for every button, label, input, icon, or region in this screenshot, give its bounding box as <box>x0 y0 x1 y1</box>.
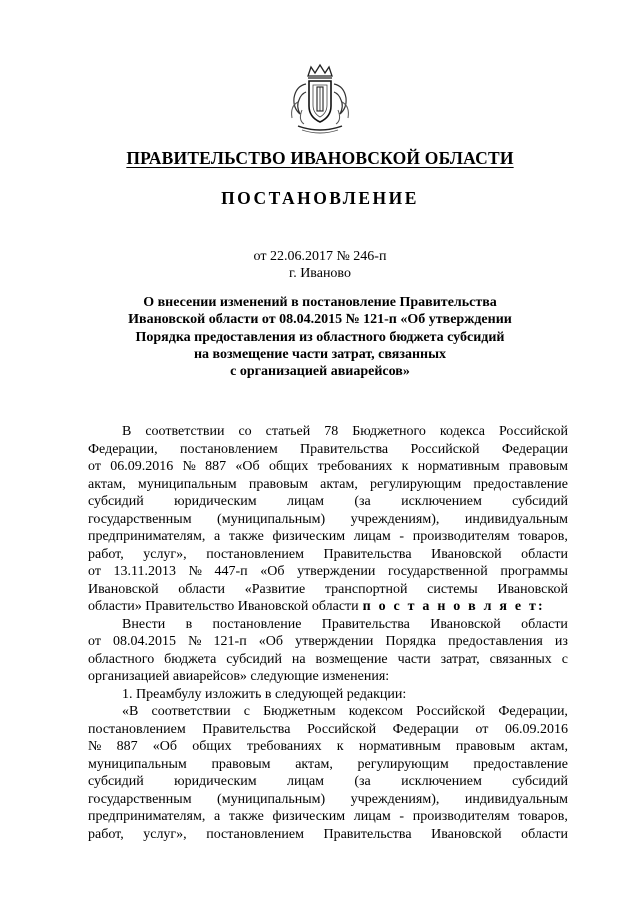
word: предоставление <box>473 476 568 492</box>
word: № <box>188 564 202 579</box>
word: системы <box>427 581 478 597</box>
word: части <box>397 651 431 667</box>
word: общих <box>268 459 309 474</box>
word: в <box>185 616 193 632</box>
word: государственным <box>88 791 192 807</box>
word: Правительства <box>300 441 389 457</box>
document-date-number: от 22.06.2017 № 246-п <box>253 249 387 264</box>
title-line: с организацией авиарейсов» <box>230 364 410 380</box>
word: также <box>228 529 264 544</box>
word: на <box>291 651 306 667</box>
document-meta <box>0 248 640 282</box>
word: 13.11.2013 <box>113 564 176 579</box>
word: нормативным <box>417 459 500 474</box>
word: статьей <box>265 424 311 439</box>
word: актам, <box>530 739 568 754</box>
text-line <box>88 528 568 546</box>
word: товаров, <box>518 809 568 824</box>
word: 887 <box>205 459 227 474</box>
word: актам, <box>295 756 333 772</box>
word: транспортной <box>324 581 408 597</box>
word: правовым <box>455 739 516 754</box>
text-line <box>88 703 568 721</box>
word: Федерации <box>501 441 568 457</box>
word: № <box>88 739 102 754</box>
word: предпринимателям, <box>88 529 206 544</box>
text-line <box>88 616 568 634</box>
word: правовым <box>211 756 271 772</box>
word: № <box>188 634 202 649</box>
word: индивидуальным <box>464 791 568 807</box>
word: «Об <box>152 739 178 754</box>
word: областного <box>88 651 155 667</box>
word: к <box>336 739 344 754</box>
word: производителям <box>412 809 510 824</box>
word: субсидий <box>512 494 568 509</box>
word: программы <box>500 564 568 579</box>
paragraph-new-preamble <box>88 703 568 843</box>
word: 121-п <box>213 634 247 649</box>
word: предоставления <box>448 634 543 649</box>
text-line <box>88 598 568 616</box>
word: а <box>214 529 221 544</box>
word: области <box>521 826 568 842</box>
word: также <box>228 809 264 824</box>
word: юридическим <box>174 774 257 789</box>
word: общих <box>192 739 232 754</box>
document-type: ПОСТАНОВЛЕНИЕ <box>221 188 419 208</box>
word: Российской <box>498 424 568 439</box>
word: Бюджетным <box>263 704 336 719</box>
word: Бюджетного <box>352 424 426 439</box>
word: товаров, <box>518 529 568 544</box>
word: Федерации, <box>88 441 158 457</box>
word: В <box>122 424 132 439</box>
word: «В <box>122 704 139 719</box>
word: 06.09.2016 <box>504 721 568 737</box>
word: лицам <box>353 529 391 544</box>
word: Российской <box>307 721 377 737</box>
word: № <box>182 459 196 474</box>
word: Правительства <box>323 826 412 842</box>
word: исключением <box>401 494 482 509</box>
word: регулирующим <box>357 756 449 772</box>
word: возмещение <box>315 651 388 667</box>
text-line <box>88 808 568 826</box>
word: Правительства <box>202 721 291 737</box>
word: физическим <box>272 809 346 824</box>
word: государственной <box>388 564 488 579</box>
text-line <box>88 423 568 441</box>
word: соответствии <box>145 424 225 439</box>
word: «Об <box>235 459 260 474</box>
word: (за <box>354 494 371 509</box>
text-line <box>88 476 568 494</box>
word: лицам <box>286 774 325 789</box>
text-fragment: организацией авиарейсов» следующие изменения: <box>88 669 390 684</box>
word: требованиях <box>317 459 393 474</box>
word: регулирующим <box>370 476 462 492</box>
text-line <box>88 581 568 599</box>
word: «Об <box>260 564 285 579</box>
paragraph-item-1 <box>88 686 568 704</box>
word: Внести <box>122 616 166 632</box>
word: - <box>399 529 405 544</box>
text-line <box>88 493 568 511</box>
text-line <box>88 773 568 791</box>
word: Правительства <box>323 546 412 562</box>
organization-name: ПРАВИТЕЛЬСТВО ИВАНОВСКОЙ ОБЛАСТИ <box>126 148 514 168</box>
word: лицам <box>353 809 391 824</box>
word: «Развитие <box>244 581 306 597</box>
word: физическим <box>272 529 346 544</box>
word: от <box>88 634 101 649</box>
word: Ивановской <box>88 581 159 597</box>
text-line <box>88 546 568 564</box>
paragraph-preamble <box>88 423 568 616</box>
word: 447-п <box>214 564 248 579</box>
word: с <box>561 651 568 667</box>
text-line <box>88 668 568 686</box>
word: индивидуальным <box>464 511 568 527</box>
word: работ, <box>88 546 124 562</box>
word: актам, <box>320 476 358 492</box>
word: а <box>214 809 221 824</box>
word: из <box>554 634 568 649</box>
text-line <box>88 511 568 529</box>
word: к <box>401 459 409 474</box>
word: постановлением <box>179 441 278 457</box>
word: предпринимателям, <box>88 809 206 824</box>
text-line <box>88 651 568 669</box>
word: - <box>399 809 405 824</box>
word: услуг», <box>143 826 187 842</box>
word: Российской <box>410 441 480 457</box>
paragraph-amend <box>88 616 568 686</box>
word: постановлением <box>206 826 304 842</box>
word: Федерации <box>392 721 459 737</box>
text-fragment: 1. Преамбулу изложить в следующей редакции: <box>122 686 407 702</box>
word: (муниципальным) <box>217 511 326 527</box>
word: учреждениям), <box>350 791 440 807</box>
word: субсидий <box>512 774 568 789</box>
word: соответствии <box>151 704 231 719</box>
document-title <box>110 294 530 380</box>
word: производителям <box>412 529 510 544</box>
word: предоставление <box>473 756 568 772</box>
word: государственным <box>88 511 192 527</box>
word: исключением <box>401 774 482 789</box>
word: (муниципальным) <box>217 791 326 807</box>
word: Российской <box>416 704 486 719</box>
text-line <box>88 686 568 704</box>
word: «Об <box>258 634 283 649</box>
word: 06.09.2016 <box>110 459 174 474</box>
word: со <box>238 424 252 439</box>
word: постановление <box>212 616 302 632</box>
text-line <box>88 441 568 459</box>
word: Порядка <box>385 634 436 649</box>
text-line <box>88 633 568 651</box>
word: (за <box>354 774 371 789</box>
word: кодексом <box>348 704 404 719</box>
document-city: г. Иваново <box>289 266 351 281</box>
text-line <box>88 791 568 809</box>
word: Ивановской <box>431 826 502 842</box>
word: Ивановской <box>497 581 568 597</box>
word: затрат, <box>440 651 480 667</box>
word: от <box>88 564 101 579</box>
word: Федерации, <box>498 704 568 719</box>
word: Правительства <box>321 616 410 632</box>
text-line <box>88 563 568 581</box>
word: утверждении <box>295 634 374 649</box>
title-line: О внесении изменений в постановление Правительства <box>143 295 497 310</box>
word: 08.04.2015 <box>113 634 177 649</box>
text-line <box>88 721 568 739</box>
text-line <box>88 738 568 756</box>
text-line <box>88 458 568 476</box>
word: 887 <box>116 739 138 754</box>
word: постановлением <box>88 721 186 737</box>
ivanovo-coat-of-arms-icon <box>284 62 356 136</box>
word: кодекса <box>439 424 485 439</box>
word: постановлением <box>206 546 304 562</box>
word: муниципальным <box>137 476 237 492</box>
word: бюджета <box>164 651 217 667</box>
document-body <box>88 423 568 843</box>
title-line: Порядка предоставления из областного бюджета субсидий <box>135 329 505 345</box>
word: учреждениям), <box>350 511 440 527</box>
word: работ, <box>88 826 124 842</box>
word: области <box>521 546 568 562</box>
word: Ивановской <box>431 546 502 562</box>
word: от <box>475 721 489 737</box>
word: с <box>243 704 250 719</box>
resolves-keyword: п о с т а н о в л я е т: <box>362 599 545 614</box>
word: субсидий <box>88 774 144 789</box>
word: 78 <box>324 424 339 439</box>
word: связанных <box>489 651 552 667</box>
word: правовым <box>248 476 308 492</box>
word: юридическим <box>174 494 257 509</box>
word: лицам <box>286 494 325 509</box>
text-line <box>88 756 568 774</box>
word: области <box>521 616 568 632</box>
word: актам, <box>88 476 126 492</box>
word: области <box>178 581 226 597</box>
word: утверждении <box>297 564 376 579</box>
word: услуг», <box>143 546 187 562</box>
text-line <box>88 826 568 844</box>
word: муниципальным <box>88 756 187 772</box>
title-line: Ивановской области от 08.04.2015 № 121-п «Об утверждении <box>128 312 512 328</box>
word: нормативным <box>358 739 441 754</box>
text-fragment: области» Правительство Ивановской области <box>88 599 359 614</box>
word: субсидий <box>226 651 282 667</box>
word: требованиях <box>246 739 322 754</box>
word: Ивановской <box>430 616 501 632</box>
word: субсидий <box>88 494 144 509</box>
word: от <box>88 459 101 474</box>
title-line: на возмещение части затрат, связанных <box>193 346 447 362</box>
word: правовым <box>508 459 568 474</box>
